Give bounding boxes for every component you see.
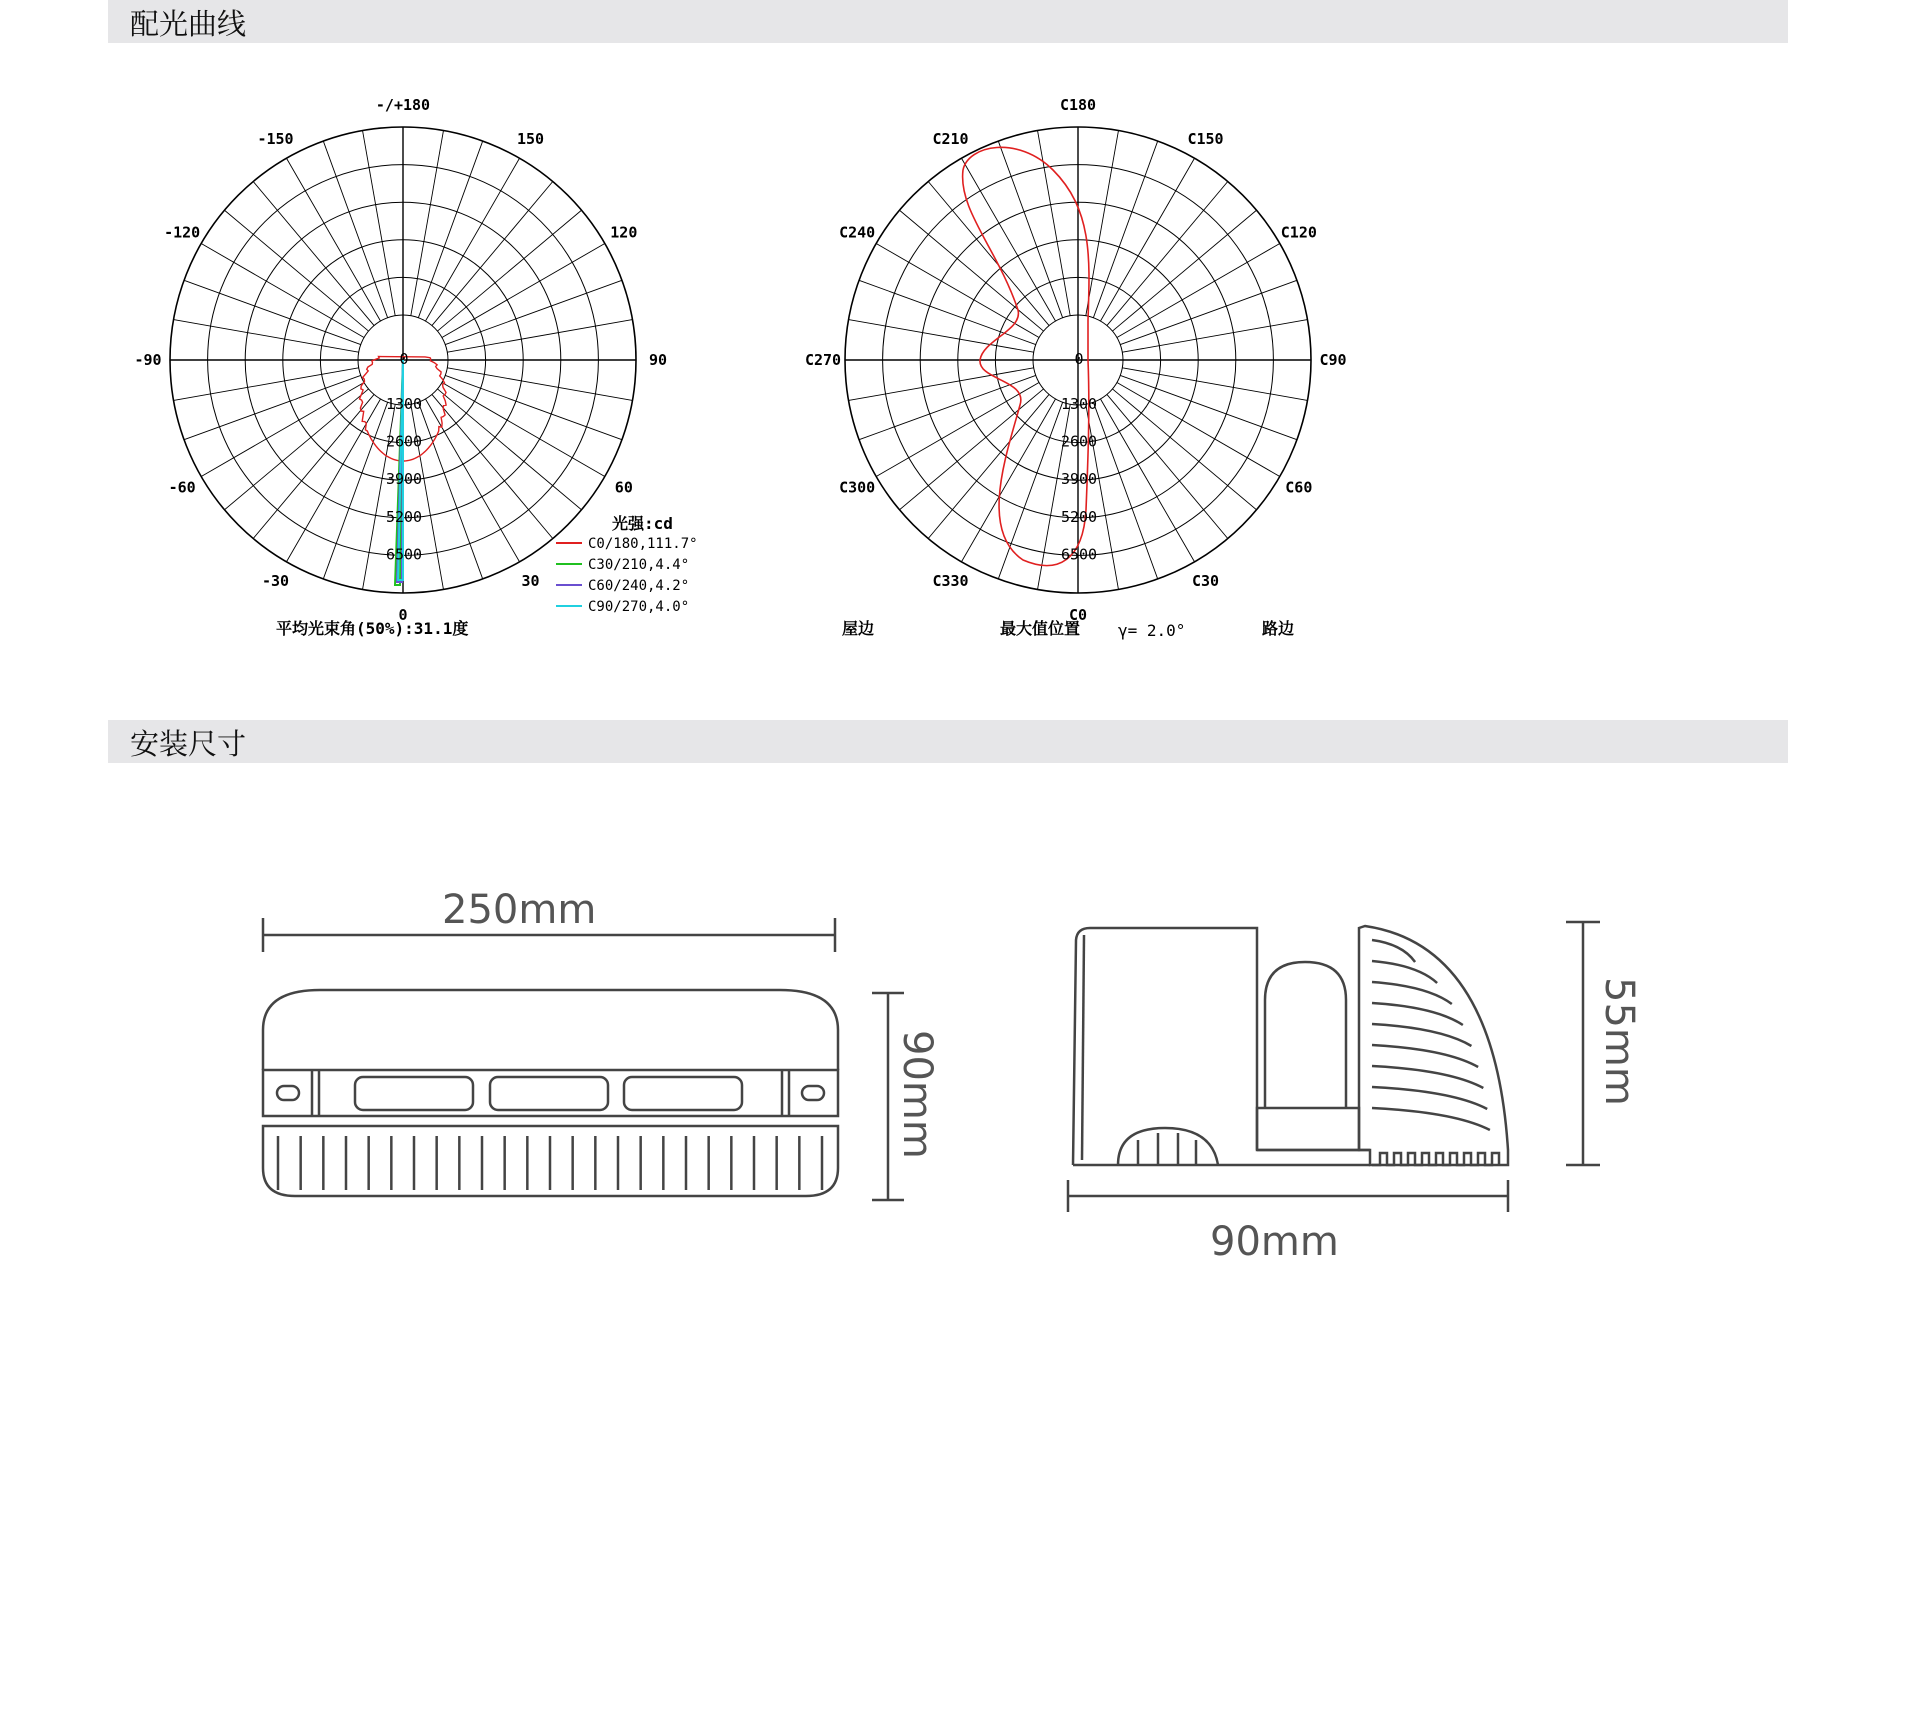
grid-spoke	[1122, 320, 1307, 353]
grid-spoke	[1112, 389, 1256, 510]
angle-label: C240	[839, 223, 876, 242]
grid-spoke	[998, 402, 1062, 579]
ring-label: 1300	[385, 395, 423, 413]
road-side-label: 路边	[1262, 619, 1295, 638]
ring-label: 6500	[385, 545, 423, 564]
angle-label: 150	[516, 130, 545, 149]
angle-label: -120	[164, 223, 201, 242]
grid-spoke	[928, 394, 1049, 538]
heat-sink-fins	[278, 1136, 822, 1190]
side-fin-line	[1372, 1066, 1483, 1088]
ring-label: 2600	[385, 432, 423, 451]
grid-spoke	[900, 389, 1044, 510]
angle-label: C210	[932, 130, 969, 149]
grid-spoke	[184, 375, 361, 439]
grid-spoke	[432, 394, 553, 538]
ring-label: 1300	[1060, 395, 1098, 413]
ring-label: 2600	[1060, 432, 1098, 451]
gamma-value: γ= 2.0°	[1118, 621, 1186, 640]
side-fin-line	[1372, 940, 1415, 962]
side-comb	[1372, 1153, 1499, 1165]
grid-spoke	[447, 368, 632, 401]
grid-spoke	[432, 182, 553, 326]
side-fin-line	[1372, 1087, 1487, 1109]
grid-spoke	[323, 402, 387, 579]
grid-spoke	[928, 182, 1049, 326]
angle-label: 120	[610, 223, 638, 242]
angle-label: C330	[932, 571, 969, 590]
grid-spoke	[411, 131, 444, 316]
angle-label: 0	[398, 606, 408, 624]
ring-label: 0	[399, 350, 409, 368]
angle-label: C120	[1280, 223, 1317, 242]
side-fin-line	[1372, 982, 1452, 1004]
grid-spoke	[1112, 210, 1256, 331]
side-fin-line	[1372, 1003, 1463, 1025]
grid-spoke	[437, 210, 581, 331]
ring-label: 5200	[1060, 507, 1098, 526]
front-height-label: 90mm	[894, 1030, 940, 1159]
front-width-label: 250mm	[442, 887, 597, 933]
grid-spoke	[1107, 182, 1228, 326]
grid-spoke	[174, 320, 359, 353]
side-height-label: 55mm	[1596, 977, 1642, 1106]
polar-chart-left	[134, 96, 697, 638]
legend-entry: C30/210,4.4°	[588, 557, 690, 573]
ring-label: 6500	[1060, 545, 1098, 564]
angle-label: -60	[168, 478, 196, 497]
grid-spoke	[174, 368, 359, 401]
angle-label: C150	[1187, 130, 1224, 149]
front-view-drawing	[263, 918, 904, 1200]
grid-spoke	[998, 141, 1062, 318]
polar-chart-right	[805, 96, 1347, 640]
angle-label: 30	[521, 571, 540, 590]
grid-spoke	[363, 131, 396, 316]
side-fin-line	[1372, 1024, 1471, 1046]
grid-spoke	[437, 389, 581, 510]
ring-label: 3900	[385, 470, 423, 489]
ring-label: 5200	[385, 507, 423, 526]
ring-label: 0	[1074, 350, 1084, 368]
angle-label: -90	[134, 351, 162, 369]
side-fin-line	[1372, 1045, 1478, 1067]
legend-title: 光强:cd	[612, 514, 673, 533]
house-side-label: 屋边	[842, 619, 875, 638]
max-position-label: 最大值位置	[1000, 619, 1081, 638]
grid-spoke	[225, 210, 369, 331]
grid-spoke	[418, 141, 482, 318]
grid-spoke	[1093, 402, 1157, 579]
grid-spoke	[1120, 375, 1297, 439]
grid-spoke	[900, 210, 1044, 331]
angle-label: C300	[839, 478, 876, 497]
grid-spoke	[418, 402, 482, 579]
angle-label: -/+180	[375, 96, 431, 114]
grid-spoke	[1086, 131, 1119, 316]
section-title-installation: 安装尺寸	[130, 727, 247, 761]
ring-label: 3900	[1060, 470, 1098, 489]
grid-spoke	[1107, 394, 1228, 538]
side-fin-line	[1372, 1108, 1490, 1130]
grid-spoke	[1093, 141, 1157, 318]
grid-spoke	[1038, 131, 1071, 316]
grid-spoke	[849, 320, 1034, 353]
legend-entry: C0/180,111.7°	[588, 536, 698, 552]
grid-spoke	[253, 182, 374, 326]
angle-label: C270	[804, 351, 842, 369]
angle-label: -30	[261, 571, 290, 590]
legend-left	[556, 536, 698, 615]
angle-label: C180	[1059, 96, 1097, 114]
section-title-photometric: 配光曲线	[130, 7, 247, 41]
angle-label: C90	[1319, 351, 1347, 369]
side-view-drawing	[1068, 922, 1600, 1212]
grid-spoke	[849, 368, 1034, 401]
legend-entry: C90/270,4.0°	[588, 599, 690, 615]
grid-spoke	[1120, 280, 1297, 344]
grid-spoke	[253, 394, 374, 538]
side-heat-sink-fins	[1372, 940, 1499, 1165]
angle-label: C30	[1191, 571, 1220, 590]
grid-spoke	[445, 375, 622, 439]
side-fin-line	[1372, 961, 1437, 983]
legend-entry: C60/240,4.2°	[588, 578, 690, 594]
angle-label: 90	[648, 351, 668, 369]
angle-label: C60	[1285, 478, 1313, 497]
grid-spoke	[184, 280, 361, 344]
grid-spoke	[225, 389, 369, 510]
grid-spoke	[445, 280, 622, 344]
grid-spoke	[323, 141, 387, 318]
grid-spoke	[1122, 368, 1307, 401]
angle-label: 60	[614, 478, 633, 497]
angle-label: C0	[1068, 606, 1088, 624]
beam-angle-caption: 平均光束角(50%):31.1度	[276, 619, 469, 638]
grid-spoke	[447, 320, 632, 353]
grid-spoke	[859, 280, 1036, 344]
angle-label: -150	[257, 130, 294, 149]
side-width-label: 90mm	[1210, 1219, 1339, 1265]
